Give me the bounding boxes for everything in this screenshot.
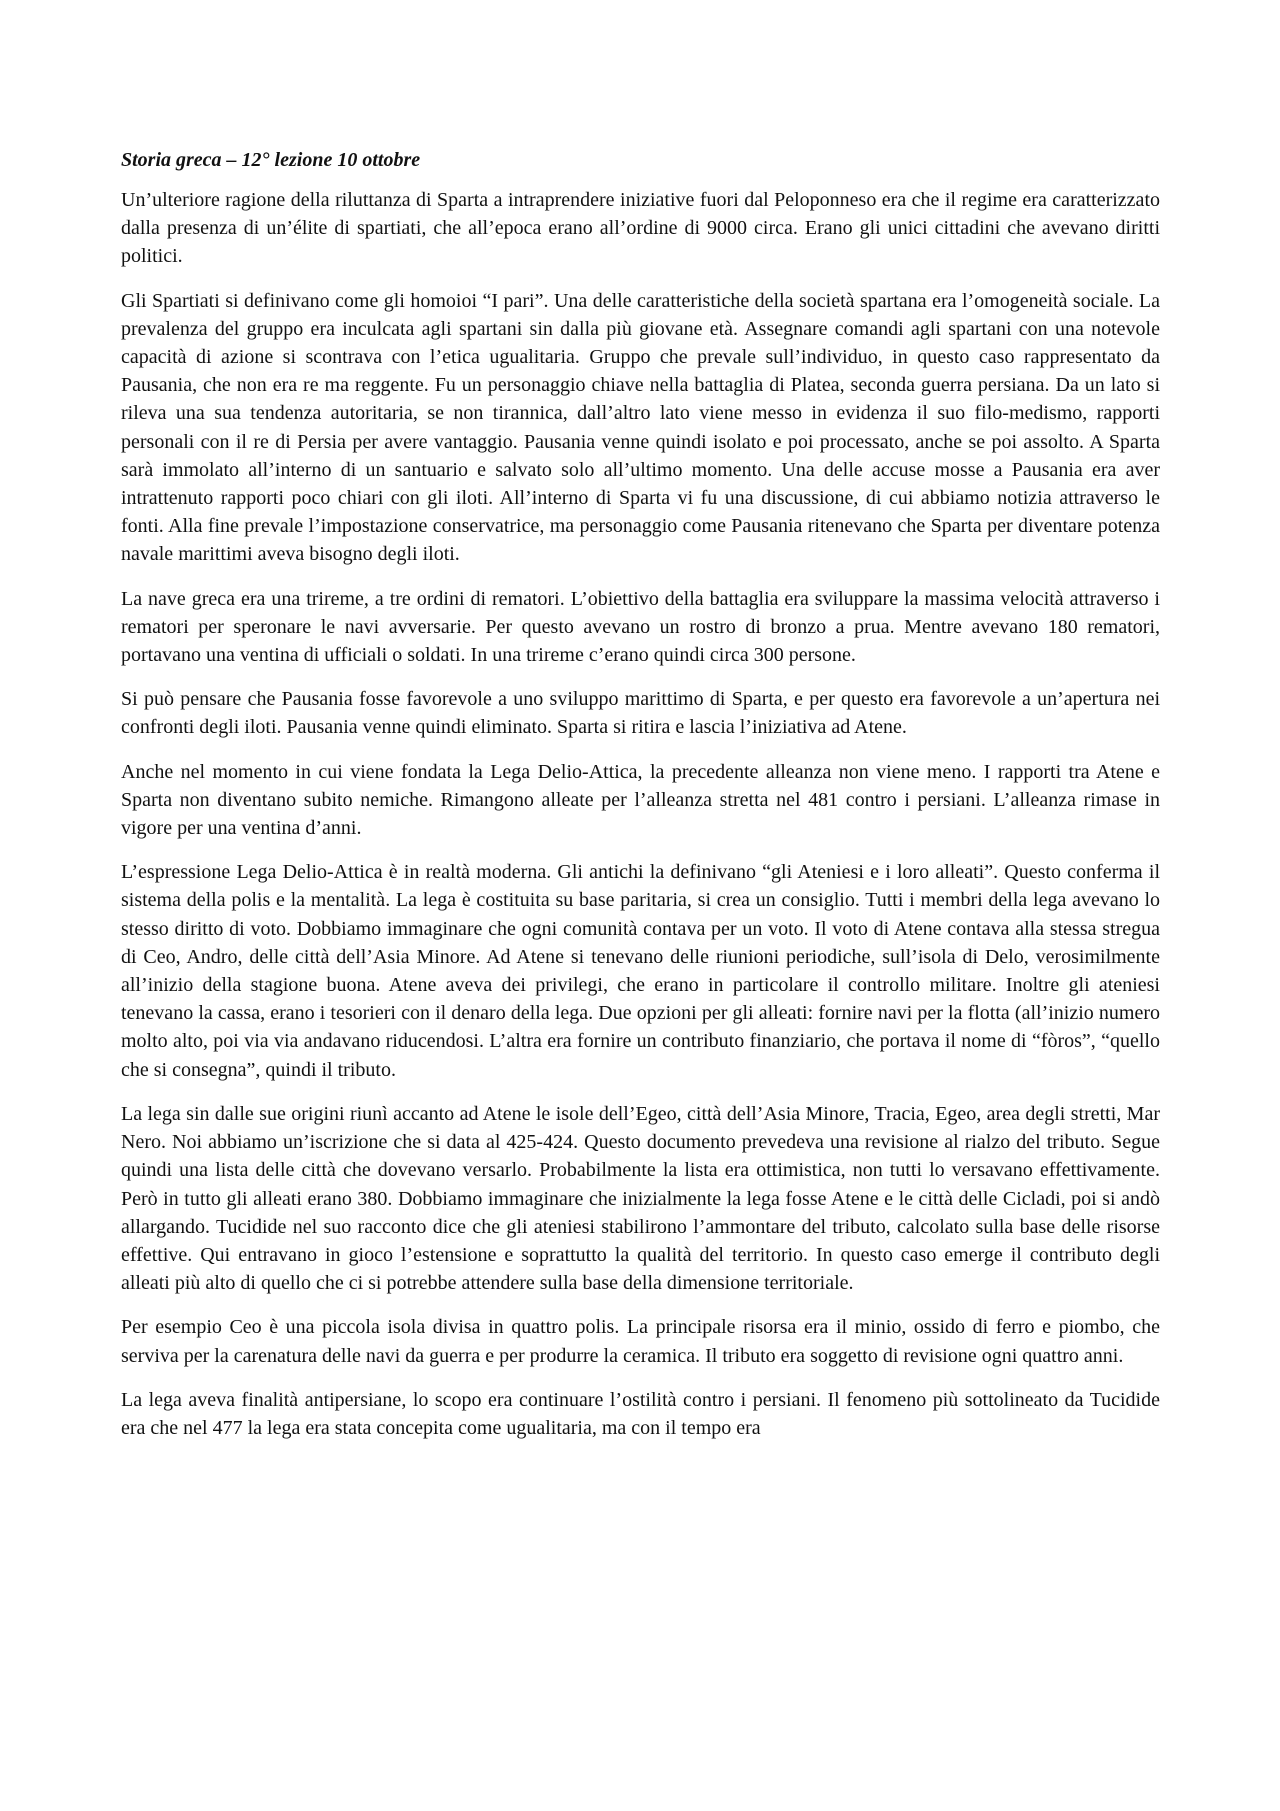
paragraph-6: L’espressione Lega Delio-Attica è in realtà moderna. Gli antichi la definivano “gli Ateniesi e i loro alleati”. Questo conferma il sistema della polis e la mentalità. La lega è costituita su base paritaria, si crea un consiglio. Tutti i membri della lega avevano lo stesso diritto di voto. Dobbiamo immaginare che ogni comunità contava per un voto. Il voto di Atene contava alla stessa stregua di Ceo, Andro, delle città dell’Asia Minore. Ad Atene si tenevano delle riunioni periodiche, sull’isola di Delo, verosimilmente all’inizio della stagione buona. Atene aveva dei privilegi, che erano in particolare il controllo militare. Inoltre gli ateniesi tenevano la cassa, erano i tesorieri con il denaro della lega. Due opzioni per gli alleati: fornire navi per la flotta (all’inizio numero molto alto, poi via via andavano riducendosi. L’altra era fornire un contributo finanziario, che portava il nome di “fòros”, “quello che si consegna”, quindi il tributo. xyxy=(121,861,1160,1081)
paragraph-8: Per esempio Ceo è una piccola isola divisa in quattro polis. La principale risorsa era il minio, ossido di ferro e piombo, che serviva per la carenatura delle navi da guerra e per produrre la ceramica. Il tributo era soggetto di revisione ogni quattro anni. xyxy=(121,1316,1160,1367)
paragraph-7: La lega sin dalle sue origini riunì accanto ad Atene le isole dell’Egeo, città dell’Asia Minore, Tracia, Egeo, area degli stretti, Mar Nero. Noi abbiamo un’iscrizione che si data al 425-424. Questo documento prevedeva una revisione al rialzo del tributo. Segue quindi una lista delle città che dovevano versarlo. Probabilmente la lista era ottimistica, non tutti lo versavano effettivamente. Però in tutto gli alleati erano 380. Dobbiamo immaginare che inizialmente la lega fosse Atene e le città delle Cicladi, poi si andò allargando. Tucidide nel suo racconto dice che gli ateniesi stabilirono l’ammontare del tributo, calcolato sulla base delle risorse effettive. Qui entravano in gioco l’estensione e soprattutto la qualità del territorio. In questo caso emerge il contributo degli alleati più alto di quello che ci si potrebbe attendere sulla base della dimensione territoriale. xyxy=(121,1102,1160,1295)
paragraph-1: Un’ulteriore ragione della riluttanza di Sparta a intraprendere iniziative fuori dal Peloponneso era che il regime era caratterizzato dalla presenza di un’élite di spartiati, che all’epoca erano all’ordine di 9000 circa. Erano gli unici cittadini che avevano diritti politici. xyxy=(121,189,1160,268)
paragraph-9: La lega aveva finalità antipersiane, lo scopo era continuare l’ostilità contro i persiani. Il fenomeno più sottolineato da Tucidide era che nel 477 la lega era stata concepita come ugualitaria, ma con il tempo era xyxy=(121,1388,1160,1439)
paragraph-2: Gli Spartiati si definivano come gli homoioi “I pari”. Una delle caratteristiche della società spartana era l’omogeneità sociale. La prevalenza del gruppo era inculcata agli spartani sin dalla più giovane età. Assegnare comandi agli spartani con una notevole capacità di azione si scontrava con l’etica ugualitaria. Gruppo che prevale sull’individuo, in questo caso rappresentato da Pausania, che non era re ma reggente. Fu un personaggio chiave nella battaglia di Platea, seconda guerra persiana. Da un lato si rileva una sua tendenza autoritaria, se non tirannica, dall’altro lato viene messo in evidenza il suo filo-medismo, rapporti personali con il re di Persia per avere vantaggio. Pausania venne quindi isolato e poi processato, anche se poi assolto. A Sparta sarà immolato all’interno di un santuario e salvato solo all’ultimo momento. Una delle accuse mosse a Pausania era aver intrattenuto rapporti poco chiari con gli iloti. All’interno di Sparta vi fu una discussione, di cui abbiamo notizia attraverso le fonti. Alla fine prevale l’impostazione conservatrice, ma personaggio come Pausania ritenevano che Sparta per diventare potenza navale marittimi aveva bisogno degli iloti. xyxy=(121,289,1160,566)
paragraph-4: Si può pensare che Pausania fosse favorevole a uno sviluppo marittimo di Sparta, e per questo era favorevole a un’apertura nei confronti degli iloti. Pausania venne quindi eliminato. Sparta si ritira e lascia l’iniziativa ad Atene. xyxy=(121,688,1160,739)
document-body xyxy=(121,146,1160,1458)
paragraph-3: La nave greca era una trireme, a tre ordini di rematori. L’obiettivo della battaglia era sviluppare la massima velocità attraverso i rematori per speronare le navi avversarie. Per questo avevano un rostro di bronzo a prua. Mentre avevano 180 rematori, portavano una ventina di ufficiali o soldati. In una trireme c’erano quindi circa 300 persone. xyxy=(121,587,1160,667)
paragraph-5: Anche nel momento in cui viene fondata la Lega Delio-Attica, la precedente alleanza non viene meno. I rapporti tra Atene e Sparta non diventano subito nemiche. Rimangono alleate per l’alleanza stretta nel 481 contro i persiani. L’alleanza rimase in vigore per una ventina d’anni. xyxy=(121,760,1160,840)
document-title: Storia greca – 12° lezione 10 ottobre xyxy=(121,149,421,171)
